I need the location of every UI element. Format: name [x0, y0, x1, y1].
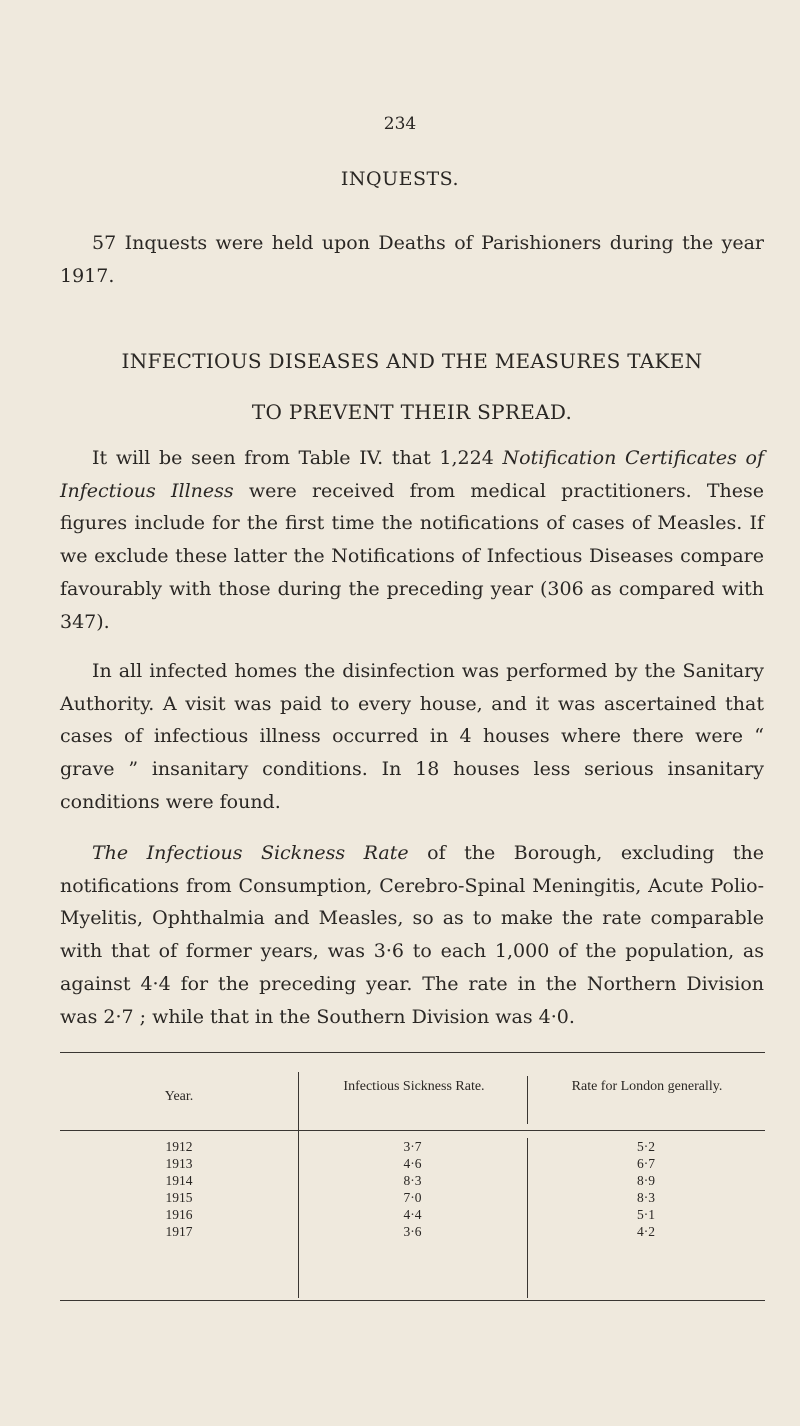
london-rate-cell: 5·1	[637, 1207, 655, 1222]
year-cell: 1916	[165, 1207, 193, 1222]
heading-line-1: INFECTIOUS DISEASES AND THE MEASURES TAKEN	[121, 349, 703, 373]
sickness-rate-column	[298, 1138, 527, 1240]
year-cell: 1914	[165, 1173, 193, 1188]
london-rate-cell: 4·2	[637, 1224, 655, 1239]
notification-italic: Notification Certificates of Infectious Illness	[60, 447, 765, 502]
rate-cell: 4·4	[403, 1207, 422, 1222]
sickness-rate-text: of the Borough, excluding the notifications from Consumption, Cerebro-Spinal Meningitis, Acute Polio-Myelitis, Ophthalmia and Measles, so as to make the rate comparable with that of former years, was 3·6 to each 1,000 of the population, as against 4·4 for the preceding year. The rate in the Northern Division was 2·7 ; while that in the Southern Division was 4·0.	[60, 842, 764, 1028]
table-divider-2-top	[527, 1076, 528, 1124]
table-top-rule	[60, 1052, 765, 1053]
notification-text-pre: It will be seen from Table IV. that 1,224	[92, 447, 503, 469]
rate-cell: 3·7	[403, 1139, 422, 1154]
sickness-rate-paragraph	[60, 837, 764, 1033]
london-rate-cell: 8·3	[637, 1190, 655, 1205]
table-bottom-rule	[60, 1300, 765, 1301]
notification-paragraph	[60, 442, 764, 638]
notification-text-post: were received from medical practitioners. These figures include for the first time the notifications of cases of Measles. If we exclude these latter the Notifications of Infectious Diseases compare favourably with those during the preceding year (306 as compared with 347).	[60, 479, 764, 633]
year-cell: 1912	[165, 1139, 193, 1154]
header-london-rate: Rate for London generally.	[571, 1079, 723, 1094]
heading-line-2: TO PREVENT THEIR SPREAD.	[251, 400, 573, 424]
rate-cell: 7·0	[403, 1190, 422, 1205]
disinfection-paragraph: In all infected homes the disinfection was performed by the Sanitary Authority. A visit was paid to every house, and it was ascertained that cases of infectious illness occurred in 4 houses where there were “ grave ” insanitary conditions. In 18 houses less serious insanitary conditions were found.	[60, 660, 764, 813]
rate-cell: 3·6	[403, 1224, 422, 1239]
table-header-rule	[60, 1130, 765, 1131]
inquests-heading: INQUESTS.	[340, 168, 460, 190]
rate-cell: 8·3	[403, 1173, 422, 1188]
year-cell: 1917	[165, 1224, 193, 1239]
year-cell: 1913	[165, 1156, 193, 1171]
london-rate-cell: 5·2	[637, 1139, 655, 1154]
year-cell: 1915	[165, 1190, 193, 1205]
london-rate-cell: 8·9	[637, 1173, 655, 1188]
page-number: 234	[383, 114, 417, 134]
year-column	[60, 1138, 298, 1240]
header-sickness-rate: Infectious Sickness Rate.	[343, 1079, 485, 1094]
rate-cell: 4·6	[403, 1156, 422, 1171]
infectious-diseases-heading	[52, 336, 772, 438]
header-year: Year.	[164, 1089, 194, 1104]
sickness-rate-italic: The Infectious Sickness Rate	[92, 842, 409, 864]
london-rate-cell: 6·7	[637, 1156, 655, 1171]
sickness-rate-table	[60, 1052, 765, 1302]
london-rate-column	[527, 1138, 765, 1240]
inquests-paragraph: 57 Inquests were held upon Deaths of Parishioners during the year 1917.	[60, 232, 764, 287]
